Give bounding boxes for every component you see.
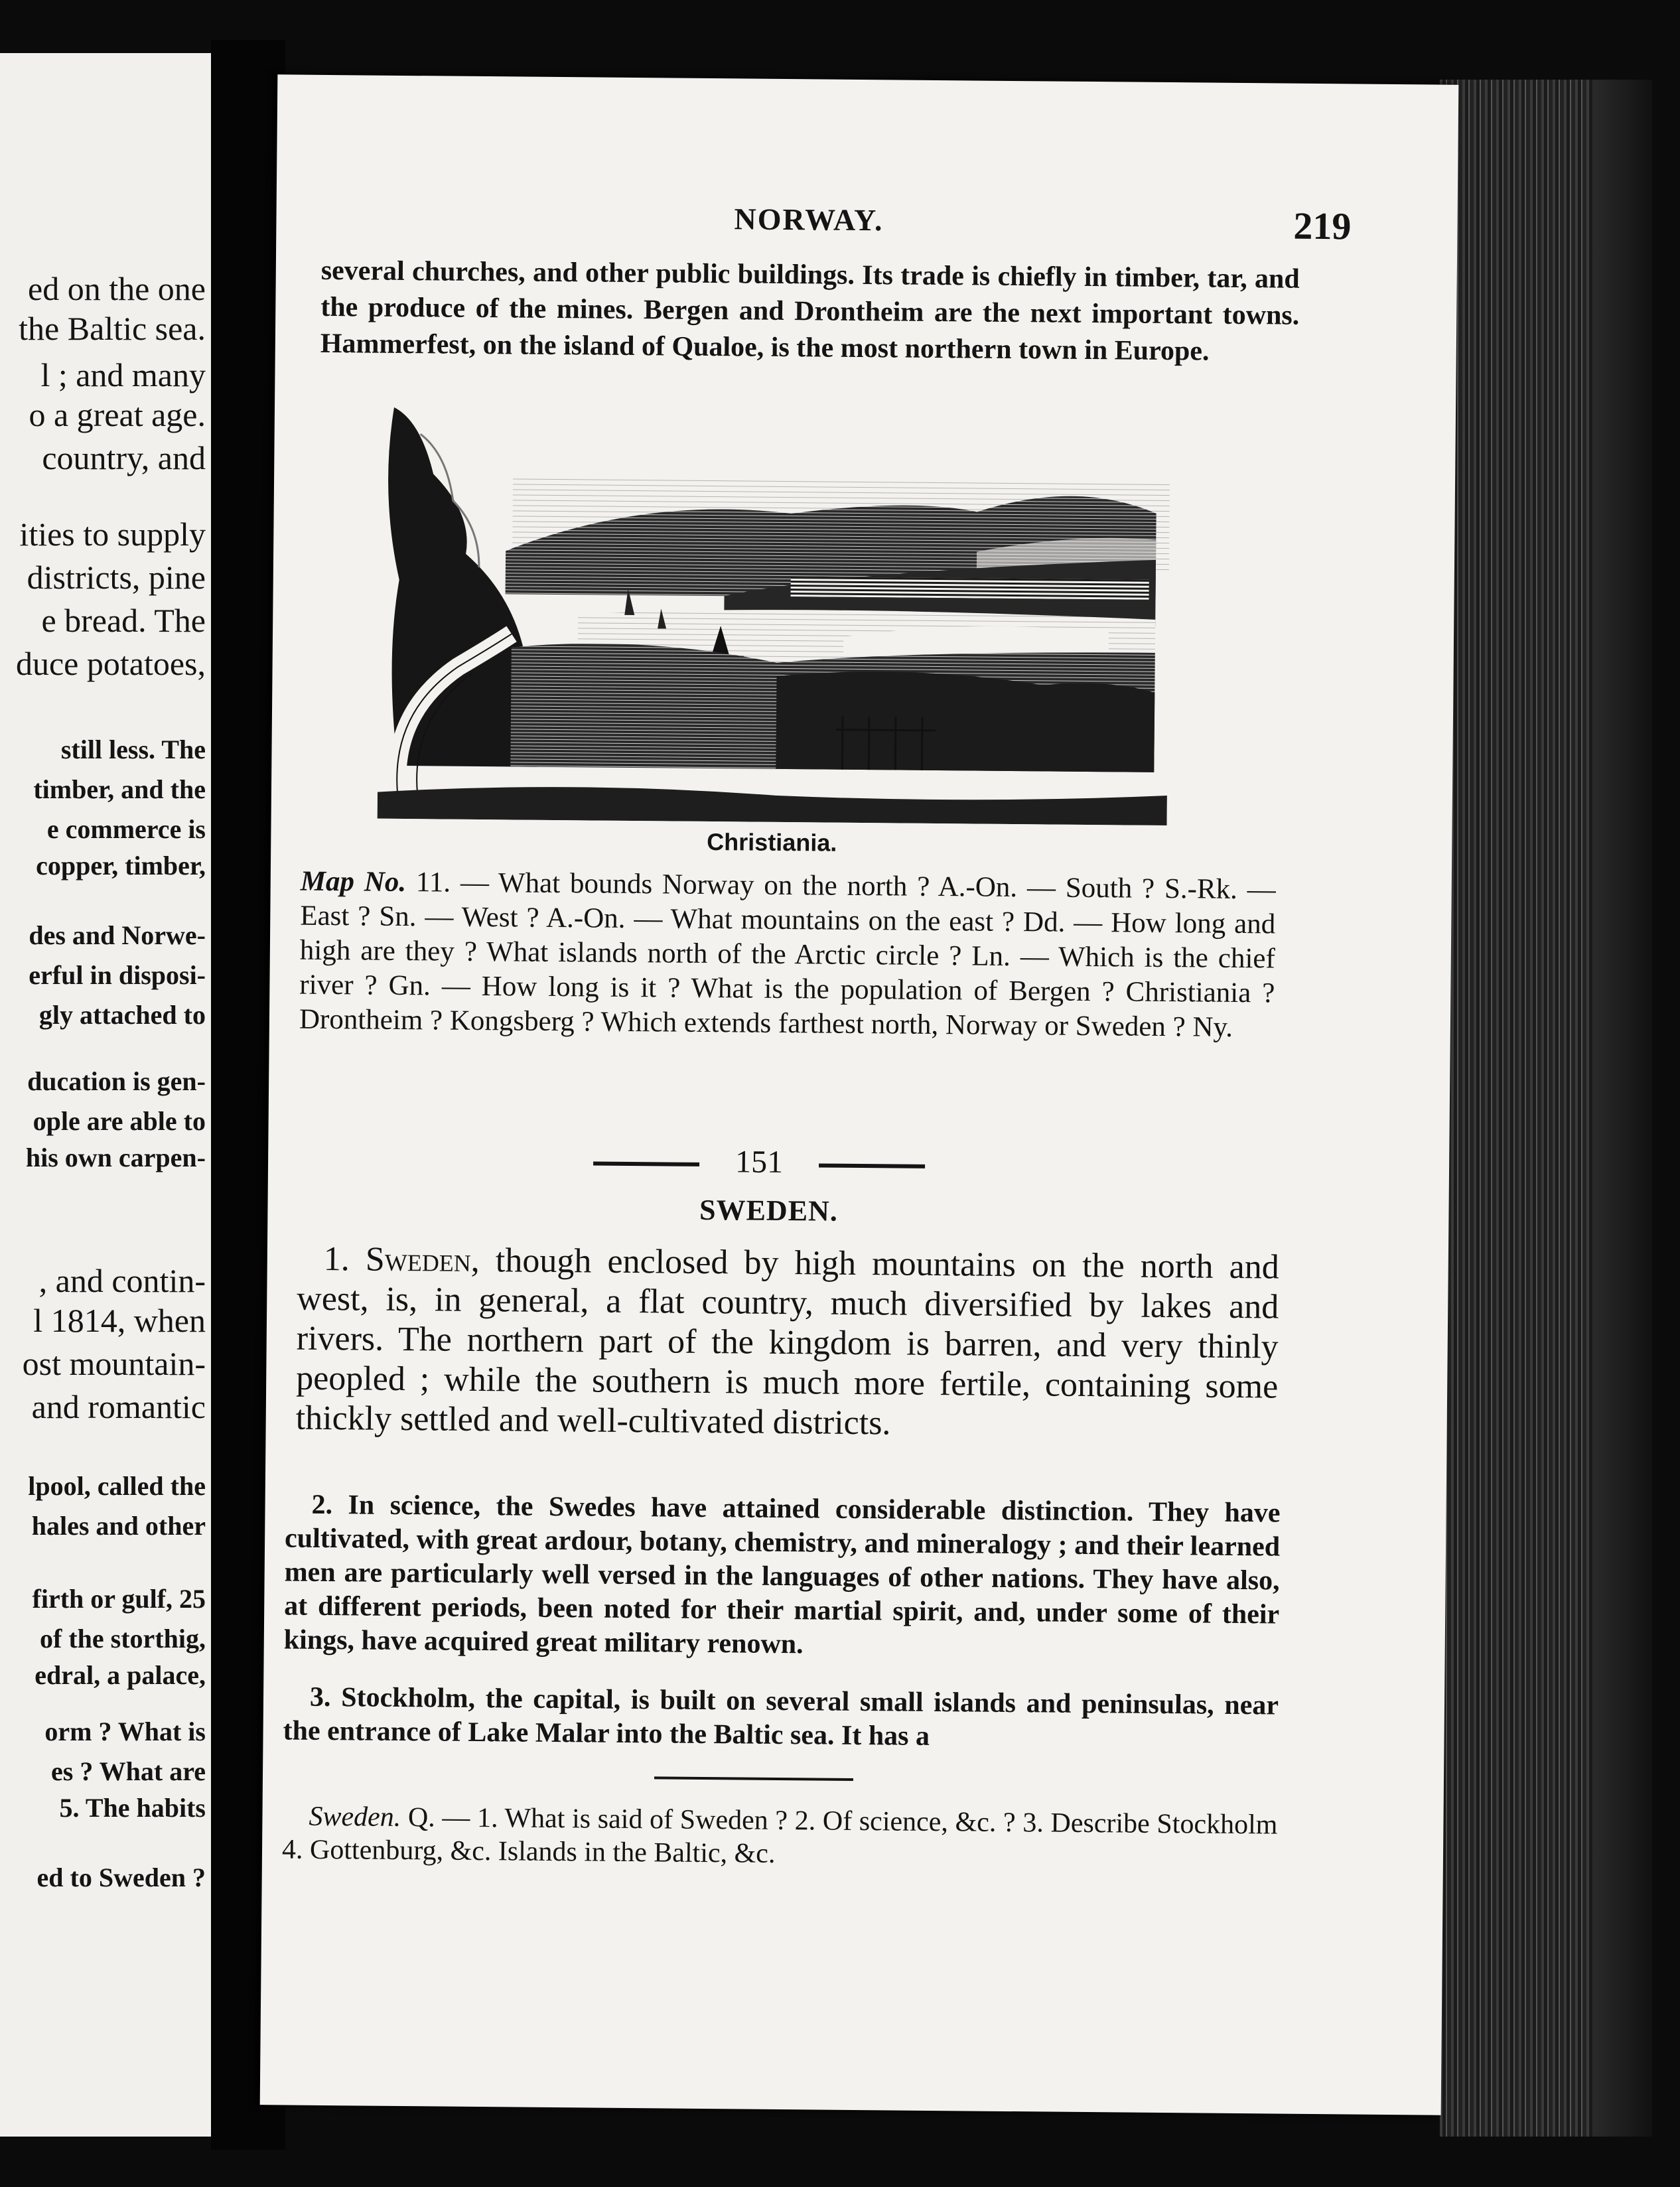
left-page-line: and romantic [31,1388,206,1425]
left-page-line: his own carpen- [25,1143,206,1172]
section-number: 151 [735,1144,784,1180]
left-page-line: gly attached to [38,1000,206,1030]
book-page [260,74,1459,2115]
page-stack-edge [1440,80,1652,2137]
left-page-line: districts, pine [27,559,206,596]
paragraph-3-text: 3. Stockholm, the capital, is built on several small islands and peninsulas, near the entrance of Lake Malar into the Baltic sea. It has a [283,1681,1279,1752]
left-page-line: ople are able to [33,1106,206,1136]
left-page-line: hales and other [31,1511,206,1541]
left-page-line: timber, and the [33,774,206,804]
christiania-engraving [378,394,1171,825]
left-page-line: des and Norwe- [29,920,206,950]
map-questions-text: 11. — What bounds Norway on the north ? A.-On. — South ? S.-Rk. — East ? Sn. — West ? A.-On. — What mountains on the east ? Dd. — How long and high are they ? What islands north of the Arctic circle ? Ln. — Which is the chief river ? Gn. — How long is it ? What is the population of Bergen ? Christiania ? Drontheim ? Kongsberg ? Which extends farthest north, Norway or Sweden ? Ny. [299,867,1276,1043]
paragraph-1 [295,1239,1279,1447]
left-page-line: 5. The habits [59,1793,206,1823]
left-page-line: e commerce is [46,814,206,844]
section-title: SWEDEN. [699,1193,839,1228]
paragraph-3 [283,1680,1279,1756]
page-title: NORWAY. [734,202,884,238]
running-head [276,197,1457,247]
left-page-line: orm ? What is [44,1717,206,1746]
left-page-line: firth or gulf, 25 [32,1584,206,1614]
left-page-line: , and contin- [38,1262,206,1299]
left-page-line: ducation is gen- [27,1066,206,1096]
page-number: 219 [1293,204,1352,248]
intro-paragraph: several churches, and other public buildings. Its trade is chiefly in timber, tar, and the produce of the mines. Bergen and Drontheim are the next important towns. Hammerfest, on the island of Qualoe, is the most northern town in Europe. [320,255,1300,367]
left-page-line: still less. The [60,735,206,764]
left-page-line: o a great age. [29,396,206,433]
left-page-line: country, and [42,439,206,476]
paragraph-2-text: 2. In science, the Swedes have attained considerable distinction. They have cultivated, with great ardour, botany, chemistry, and mineralogy ; and their learned men are particularly well versed in the languages of other nations. They have also, at different periods, been noted for their martial spirit, and, under some of their kings, have acquired great military renown. [283,1489,1281,1660]
paragraph-1-name: Sweden, [365,1240,480,1280]
left-page-line: ities to supply [19,516,206,553]
left-page-line: ed on the one [28,270,206,307]
paragraph-1-text: though enclosed by high mountains on the north and west, is, in general, a flat country, much diversified by lakes and rivers. The northern part of the kingdom is barren, and very thinly peopled ; while the southern is much more fertile, containing some thickly settled and well-cultivated districts. [295,1241,1280,1443]
left-page-line: ost mountain- [22,1345,206,1382]
left-page-line: lpool, called the [28,1471,206,1501]
left-page-line: copper, timber, [36,851,206,881]
left-page-line: es ? What are [51,1756,206,1786]
section-divider [593,1143,926,1185]
left-page-line: l 1814, when [33,1302,206,1339]
left-page-line: ed to Sweden ? [36,1863,206,1892]
footnote-rule [654,1776,853,1781]
sweden-questions-lead: Sweden. [309,1801,401,1833]
left-page-line: duce potatoes, [15,645,206,682]
left-page-line: the Baltic sea. [19,310,206,347]
left-page-line: edral, a palace, [35,1660,206,1690]
left-page-line: l ; and many [40,356,206,393]
map-questions-lead: Map No. [300,865,407,898]
map-questions [299,865,1276,1046]
paragraph-2 [284,1488,1281,1665]
left-page-line: of the storthig, [40,1624,206,1654]
sweden-questions-text: Q. — 1. What is said of Sweden ? 2. Of science, &c. ? 3. Describe Stockholm 4. Gottenburg, &c. Islands in the Baltic, &c. [281,1802,1278,1869]
illustration-caption: Christiania. [707,827,837,857]
paragraph-1-number: 1. [323,1239,350,1279]
sweden-questions [282,1799,1278,1874]
left-page-line: erful in disposi- [29,960,206,990]
left-facing-page [0,53,211,2137]
left-page-line: e bread. The [41,602,206,639]
